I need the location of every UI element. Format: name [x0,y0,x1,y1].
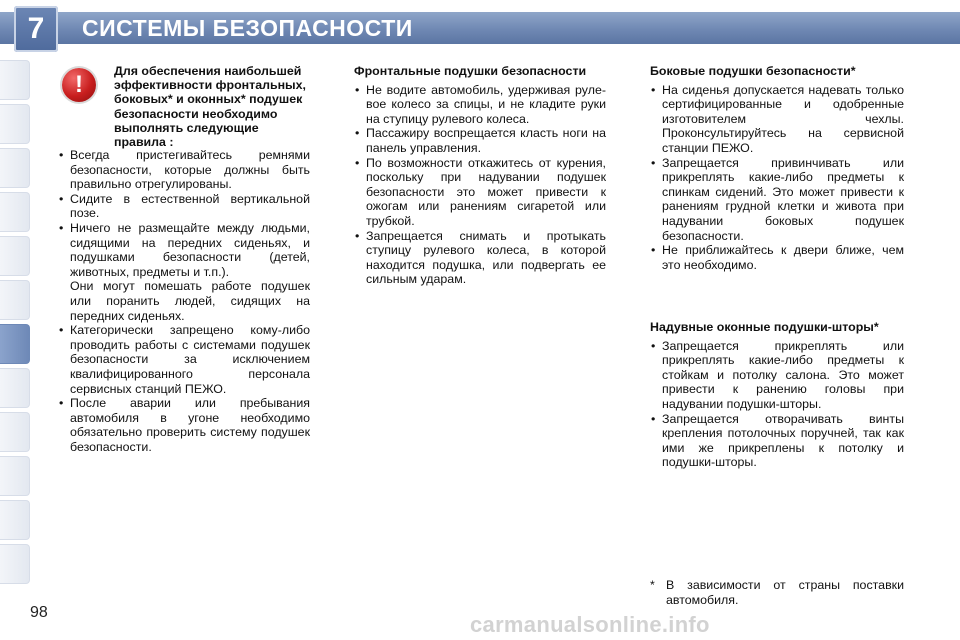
list-item: • Запрещается привинчивать или прикреплять какие-либо предметы к спинкам сидений. Это может привести к ранениям грудной клетки и живота при надувании боковых подушек безопасности. [650,156,904,244]
footnote-text: В зависимости от страны поставки автомобиля. [666,578,904,607]
watermark: carmanualsonline.info [470,612,710,637]
side-tab-11[interactable] [0,500,30,540]
side-airbags-title: Боковые подушки безопасности* [650,64,856,78]
page-number: 98 [30,604,48,621]
frontal-airbags-column [354,64,606,287]
list-item: • Запрещается прикреплять или прикреплять какие-либо предметы к стойкам и потолку салона. Это может привести к ранению головы при надувании подушки-шторы. [650,339,904,412]
side-airbags-column [650,64,904,470]
frontal-airbags-title: Фронтальные подушки безопасности [354,64,587,78]
footnote [650,578,904,607]
curtain-airbags-list [650,339,904,470]
list-item: • По возможности откажитесь от курения, поскольку при надувании подушек безопасности это может привести к ожогам или ранениям сигаретой или трубкой. [354,156,606,229]
side-tab-4[interactable] [0,192,30,232]
warning-column [58,64,310,454]
side-tab-6[interactable] [0,280,30,320]
warning-list-continued [58,323,310,454]
side-tab-2[interactable] [0,104,30,144]
side-tab-8[interactable] [0,368,30,408]
side-tab-10[interactable] [0,456,30,496]
list-item: • Запрещается отворачивать винты крепления потолочных поручней, так как ими же прикреплены к потолку и подушки-шторы. [650,412,904,470]
list-item: • На сиденья допускается надевать только сертифицированные и одобренные изготовителем чехлы. Проконсультируйтесь на сервисной станции ПЕЖО. [650,83,904,156]
list-item: • Сидите в естественной вертикальной позе. [58,192,310,221]
page-title: СИСТЕМЫ БЕЗОПАСНОСТИ [82,15,413,41]
list-item: • Не водите автомобиль, удерживая рулевое колесо за спицы, и не кладите руки на ступицу рулевого колеса. [354,83,606,127]
side-chapter-tabs [0,60,34,580]
side-tab-7-active[interactable] [0,324,30,364]
frontal-airbags-list [354,83,606,287]
list-item: • После аварии или пребывания автомобиля в угоне необходимо обязательно проверить систему подушек безопасности. [58,396,310,454]
curtain-airbags-title: Надувные оконные подушки-шторы* [650,320,879,334]
page-header [0,0,960,50]
warning-block [58,64,310,150]
warning-subparagraph: Они могут помешать работе подушек или поранить людей, сидящих на передних сиденьях. [70,279,310,323]
side-tab-1[interactable] [0,60,30,100]
footnote-mark: * [650,578,655,592]
list-item: • Запрещается снимать и протыкать ступицу рулевого колеса, в которой находится подушка, или подвергать ее сильным ударам. [354,229,606,287]
curtain-airbags-section [650,320,904,470]
list-item: • Не приближайтесь к двери ближе, чем это необходимо. [650,243,904,272]
list-item: • Пассажиру воспрещается класть ноги на панель управления. [354,126,606,155]
warning-list [58,148,310,279]
side-tab-3[interactable] [0,148,30,188]
warning-title: Для обеспечения наибольшей эффективности фронтальных, боковых* и оконных* подушек безопасности необходимо выполнять следующие правила : [114,64,306,150]
list-item: • Всегда пристегивайтесь ремнями безопасности, которые должны быть правильно отрегулированы. [58,148,310,192]
list-item: • Ничего не размещайте между людьми, сидящими на передних сиденьях, и подушками безопасности (детей, животных, предметы и т.п.). [58,221,310,279]
chapter-number-tab: 7 [14,6,58,52]
list-item: • Категорически запрещено кому-либо проводить работы с системами подушек безопасности за исключением квалифицированного персонала сервисных станций ПЕЖО. [58,323,310,396]
side-tab-12[interactable] [0,544,30,584]
side-airbags-list [650,83,904,273]
side-tab-5[interactable] [0,236,30,276]
exclamation-warning-icon: ! [62,68,96,102]
side-tab-9[interactable] [0,412,30,452]
